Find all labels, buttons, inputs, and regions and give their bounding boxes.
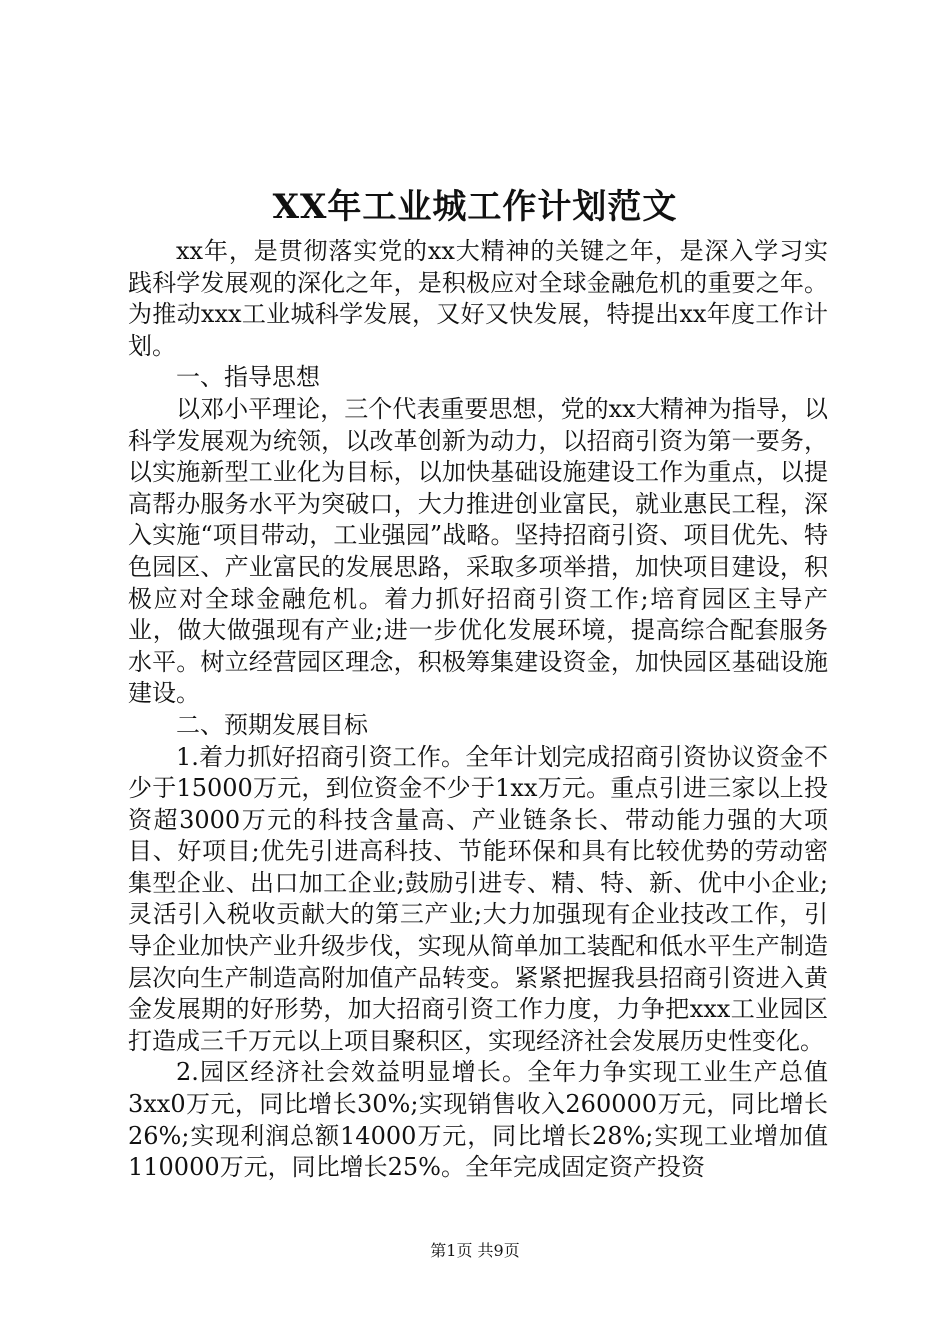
page-footer: 第1页 共9页 bbox=[430, 1241, 520, 1260]
goal-2-paragraph: 2.园区经济社会效益明显增长。全年力争实现工业生产总值3xx0万元，同比增长30%;实现销售收入260000万元，同比增长26%;实现利润总额14000万元，同比增长28%;实现工业增加值110000万元，同比增长25%。全年完成固定资产投资 bbox=[128, 1058, 828, 1182]
document-body bbox=[128, 236, 828, 1184]
goal-1-paragraph: 1.着力抓好招商引资工作。全年计划完成招商引资协议资金不少于15000万元，到位资金不少于1xx万元。重点引进三家以上投资超3000万元的科技含量高、产业链条长、带动能力强的大项目、好项目;优先引进高科技、节能环保和具有比较优势的劳动密集型企业、出口加工企业;鼓励引进专、精、特、新、优中小企业;灵活引入税收贡献大的第三产业;大力加强现有企业技改工作，引导企业加快产业升级步伐，实现从简单加工装配和低水平生产制造层次向生产制造高附加值产品转变。紧紧把握我县招商引资进入黄金发展期的好形势，加大招商引资工作力度，力争把xxx工业园区打造成三千万元以上项目聚积区，实现经济社会发展历史性变化。 bbox=[128, 742, 828, 1055]
section-heading-development-goals: 二、预期发展目标 bbox=[176, 710, 368, 739]
section-heading-guiding-ideology: 一、指导思想 bbox=[176, 363, 320, 392]
intro-paragraph: xx年，是贯彻落实党的xx大精神的关键之年，是深入学习实践科学发展观的深化之年，是积极应对全球金融危机的重要之年。为推动xxx工业城科学发展，又好又快发展，特提出xx年度工作计划。 bbox=[128, 237, 828, 360]
guiding-ideology-paragraph: 以邓小平理论，三个代表重要思想，党的xx大精神为指导，以科学发展观为统领，以改革创新为动力，以招商引资为第一要务，以实施新型工业化为目标，以加快基础设施建设工作为重点，以提高帮办服务水平为突破口，大力推进创业富民，就业惠民工程，深入实施“项目带动，工业强园”战略。坚持招商引资、项目优先、特色园区、产业富民的发展思路，采取多项举措，加快项目建设，积极应对全球金融危机。着力抓好招商引资工作;培育园区主导产业，做大做强现有产业;进一步优化发展环境，提高综合配套服务水平。树立经营园区理念，积极筹集建设资金，加快园区基础设施建设。 bbox=[128, 394, 828, 708]
document-title: XX年工业城工作计划范文 bbox=[272, 187, 678, 227]
